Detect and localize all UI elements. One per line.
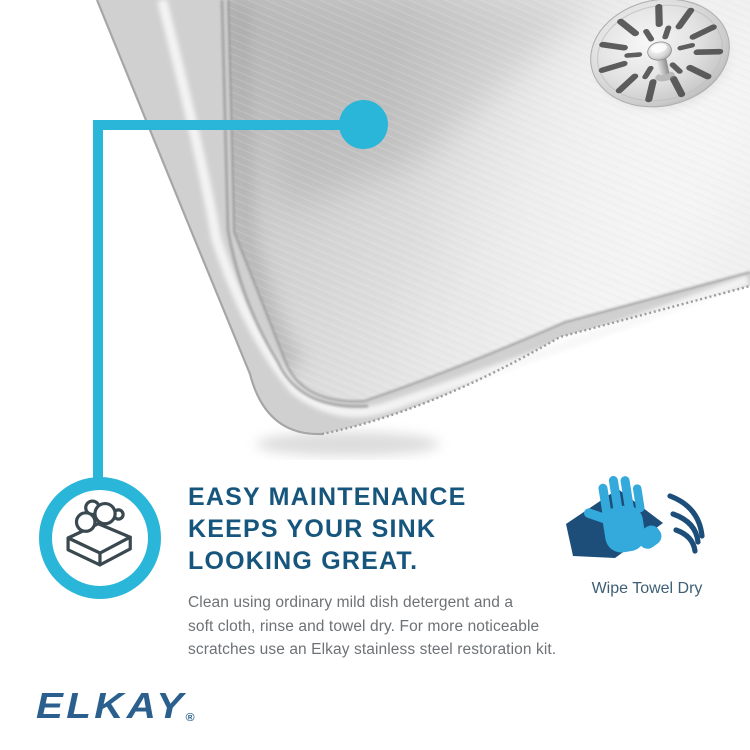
body-copy	[188, 591, 556, 662]
soap-bar-icon	[58, 496, 142, 580]
brand-logo-text: ELKAY	[36, 685, 187, 726]
headline-line: LOOKING GREAT.	[188, 547, 419, 575]
body-line: scratches use an Elkay stainless steel restoration kit.	[188, 641, 557, 658]
callout-line-vertical	[93, 120, 103, 484]
callout-dot	[339, 100, 388, 149]
corner-shadow	[256, 432, 440, 456]
wipe-towel-label: Wipe Towel Dry	[591, 580, 703, 597]
wipe-towel-icon	[553, 472, 723, 576]
towel-badge	[553, 472, 723, 598]
headline-line: EASY MAINTENANCE	[188, 483, 467, 511]
soap-badge	[39, 477, 161, 599]
registered-mark: ®	[185, 712, 195, 724]
headline-line: KEEPS YOUR SINK	[188, 515, 437, 543]
floor-shading	[226, 0, 750, 410]
brand-logo	[36, 686, 194, 735]
callout-line-horizontal	[93, 120, 345, 130]
headline	[188, 481, 467, 577]
motion-lines	[670, 496, 702, 551]
body-line: Clean using ordinary mild dish detergent and a	[188, 594, 514, 611]
body-line: soft cloth, rinse and towel dry. For more noticeable	[188, 617, 540, 635]
